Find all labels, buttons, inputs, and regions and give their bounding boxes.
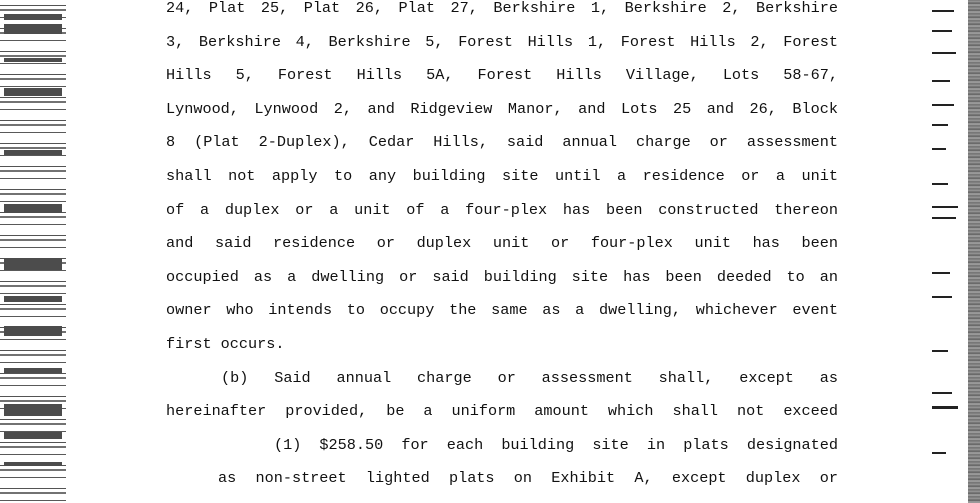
text-line: Lynwood, Lynwood 2, and Ridgeview Manor, and Lots 25 and 26, Block	[166, 99, 838, 118]
paragraph-b-first-line: (b) Said annual charge or assessment shall, except as	[221, 368, 838, 387]
text-line: shall not apply to any building site until a residence or a unit	[166, 166, 838, 185]
subsection-1-first-line: (1) $258.50 for each building site in plats designated	[274, 435, 838, 454]
text-line: 3, Berkshire 4, Berkshire 5, Forest Hills 1, Forest Hills 2, Forest	[166, 32, 838, 51]
scan-artifact-left-edge	[0, 0, 66, 503]
text-line: first occurs.	[166, 334, 285, 353]
text-line: hereinafter provided, be a uniform amount which shall not exceed	[166, 402, 838, 421]
text-line: occupied as a dwelling or said building site has been deeded to an	[166, 267, 838, 286]
text-line: 24, Plat 25, Plat 26, Plat 27, Berkshire 1, Berkshire 2, Berkshire	[166, 0, 838, 17]
text-line: as non-street lighted plats on Exhibit A, except duplex or	[218, 469, 838, 488]
text-line: of a duplex or a unit of a four-plex has been constructed thereon	[166, 200, 838, 219]
text-line: Hills 5, Forest Hills 5A, Forest Hills Village, Lots 58-67,	[166, 66, 838, 85]
scan-artifact-right-edge	[932, 0, 980, 503]
document-body-text	[166, 0, 838, 496]
text-line: 8 (Plat 2-Duplex), Cedar Hills, said annual charge or assessment	[166, 133, 838, 152]
text-line: and said residence or duplex unit or four-plex unit has been	[166, 234, 838, 253]
text-line: owner who intends to occupy the same as a dwelling, whichever event	[166, 301, 838, 320]
